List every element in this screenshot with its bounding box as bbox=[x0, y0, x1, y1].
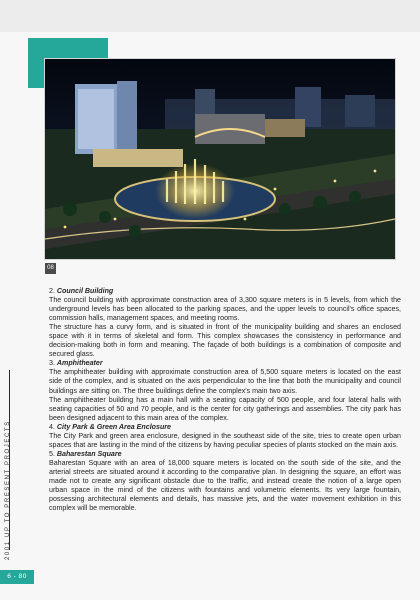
sidebar-section-title: 2001 UP TO PRESENT PROJECTS bbox=[5, 420, 11, 560]
night-rendering-image bbox=[45, 59, 395, 259]
section-heading-square: 5. Baharestan Square bbox=[49, 449, 122, 458]
paragraph: The council building with approximate construction area of 3,300 square meters is in 5 levels, from which the underground levels has been allocated to the parking spaces, and the upper levels to council's office spaces, commission halls, management spaces, and meeting rooms. bbox=[49, 296, 401, 323]
article-body bbox=[49, 287, 401, 513]
figure-number-badge: 08 bbox=[45, 263, 56, 274]
project-rendering-photo bbox=[44, 58, 396, 260]
paragraph: The amphitheater building has a main hall with a seating capacity of 500 people, and four lateral halls with seating capacities of 50 and 70 people, and is the center for city gatherings and assemblies. The city park has been designed adjacent to this main area of the complex. bbox=[49, 395, 401, 422]
page-number-tab: 6 - 80 bbox=[0, 570, 34, 584]
paragraph: The City Park and green area enclosure, designed in the southeast side of the site, tries to create open urban spaces that are lasting in the mind of the citizens by having peculiar species of plants stocked on the main axis. bbox=[49, 431, 401, 449]
section-heading-amphitheater: 3. Amphitheater bbox=[49, 359, 103, 368]
paragraph: The structure has a curvy form, and is situated in front of the municipality building and shares an enclosed space with it in terms of skeletal and form. This complex showcases the consistency in performance and decision-making both in form and meaning. The façade of both buildings is a combination of composite and secured glass. bbox=[49, 323, 401, 359]
top-band bbox=[0, 0, 420, 32]
section-heading-council: 2. Council Building bbox=[49, 287, 114, 295]
paragraph: The amphitheater building with approximate construction area of 5,500 square meters is located on the east side of the complex, and is situated on the axis perpendicular to the line that both the municipality and council buildings are sitting on. The three buildings define the complex's main two axis. bbox=[49, 368, 401, 395]
paragraph: Baharestan Square with an area of 18,000 square meters is located on the south side of the site, and the arterial streets are situated around it according to the comparative plan. In designing the square, an effort was made not to create any significant obstacle due to the traffic, and instead create the notion of a large open urban space in the mind of the citizens with fountains and volumetric elements. Its very large fountain, possessing architectural elements and details, has massive jets, and the water movement exhibition in this complex will be memorable. bbox=[49, 458, 401, 513]
section-heading-city-park: 4. City Park & Green Area Enclosure bbox=[49, 422, 171, 431]
